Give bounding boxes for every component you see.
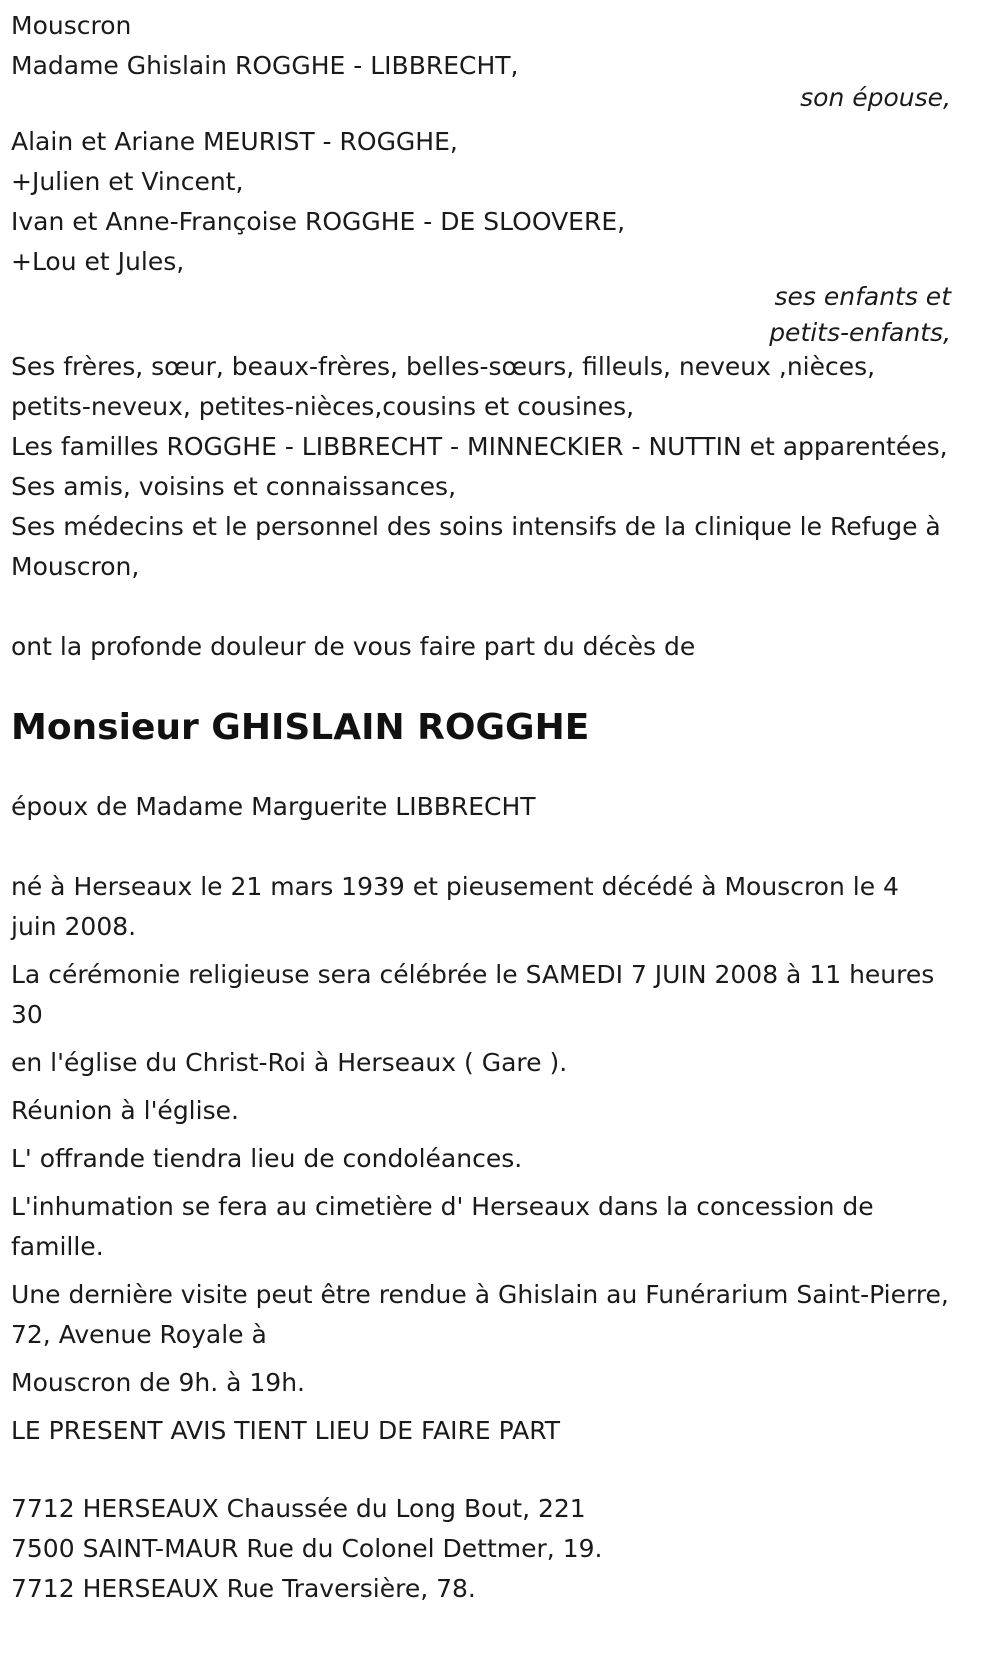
family-line: Ses frères, sœur, beaux-frères, belles-sœurs, filleuls, neveux ,nièces, petits-neveux, petites-nièces,cousins et cousines, bbox=[11, 352, 876, 421]
deceased-name: Monsieur GHISLAIN ROGGHE bbox=[11, 707, 590, 748]
family-line: Ses médecins et le personnel des soins intensifs de la clinique le Refuge à Mouscron, bbox=[11, 512, 941, 581]
detail-paragraph: Une dernière visite peut être rendue à Ghislain au Funérarium Saint-Pierre, 72, Avenue Royale à bbox=[11, 1280, 949, 1349]
detail-paragraph: en l'église du Christ-Roi à Herseaux ( Gare ). bbox=[11, 1048, 568, 1077]
address-list bbox=[11, 1489, 951, 1609]
details-list bbox=[11, 867, 951, 1451]
notice-city: Mouscron bbox=[11, 11, 132, 40]
detail-paragraph: L'inhumation se fera au cimetière d' Herseaux dans la concession de famille. bbox=[11, 1192, 874, 1261]
children-line: +Julien et Vincent, bbox=[11, 167, 244, 196]
spouse-of: époux de Madame Marguerite LIBBRECHT bbox=[11, 792, 536, 821]
spouse-line: Madame Ghislain ROGGHE - LIBBRECHT, bbox=[11, 51, 519, 80]
family-line: Ses amis, voisins et connaissances, bbox=[11, 472, 457, 501]
children-line: Ivan et Anne-Françoise ROGGHE - DE SLOOVERE, bbox=[11, 207, 626, 236]
address-line: 7712 HERSEAUX Rue Traversière, 78. bbox=[11, 1574, 476, 1603]
family-list bbox=[11, 347, 951, 587]
children-role-1: ses enfants et bbox=[774, 282, 951, 311]
family-line: Les familles ROGGHE - LIBBRECHT - MINNECKIER - NUTTIN et apparentées, bbox=[11, 432, 948, 461]
children-list bbox=[11, 122, 951, 282]
detail-paragraph: Mouscron de 9h. à 19h. bbox=[11, 1368, 306, 1397]
detail-paragraph: né à Herseaux le 21 mars 1939 et pieusement décédé à Mouscron le 4 juin 2008. bbox=[11, 872, 899, 941]
children-role-2: petits-enfants, bbox=[769, 318, 951, 347]
spouse-role: son épouse, bbox=[800, 83, 951, 112]
announcement: ont la profonde douleur de vous faire part du décès de bbox=[11, 632, 696, 661]
address-line: 7712 HERSEAUX Chaussée du Long Bout, 221 bbox=[11, 1494, 586, 1523]
detail-paragraph: L' offrande tiendra lieu de condoléances. bbox=[11, 1144, 523, 1173]
children-line: Alain et Ariane MEURIST - ROGGHE, bbox=[11, 127, 458, 156]
detail-paragraph: LE PRESENT AVIS TIENT LIEU DE FAIRE PART bbox=[11, 1416, 561, 1445]
detail-paragraph: Réunion à l'église. bbox=[11, 1096, 239, 1125]
detail-paragraph: La cérémonie religieuse sera célébrée le SAMEDI 7 JUIN 2008 à 11 heures 30 bbox=[11, 960, 935, 1029]
children-line: +Lou et Jules, bbox=[11, 247, 185, 276]
address-line: 7500 SAINT-MAUR Rue du Colonel Dettmer, 19. bbox=[11, 1534, 603, 1563]
